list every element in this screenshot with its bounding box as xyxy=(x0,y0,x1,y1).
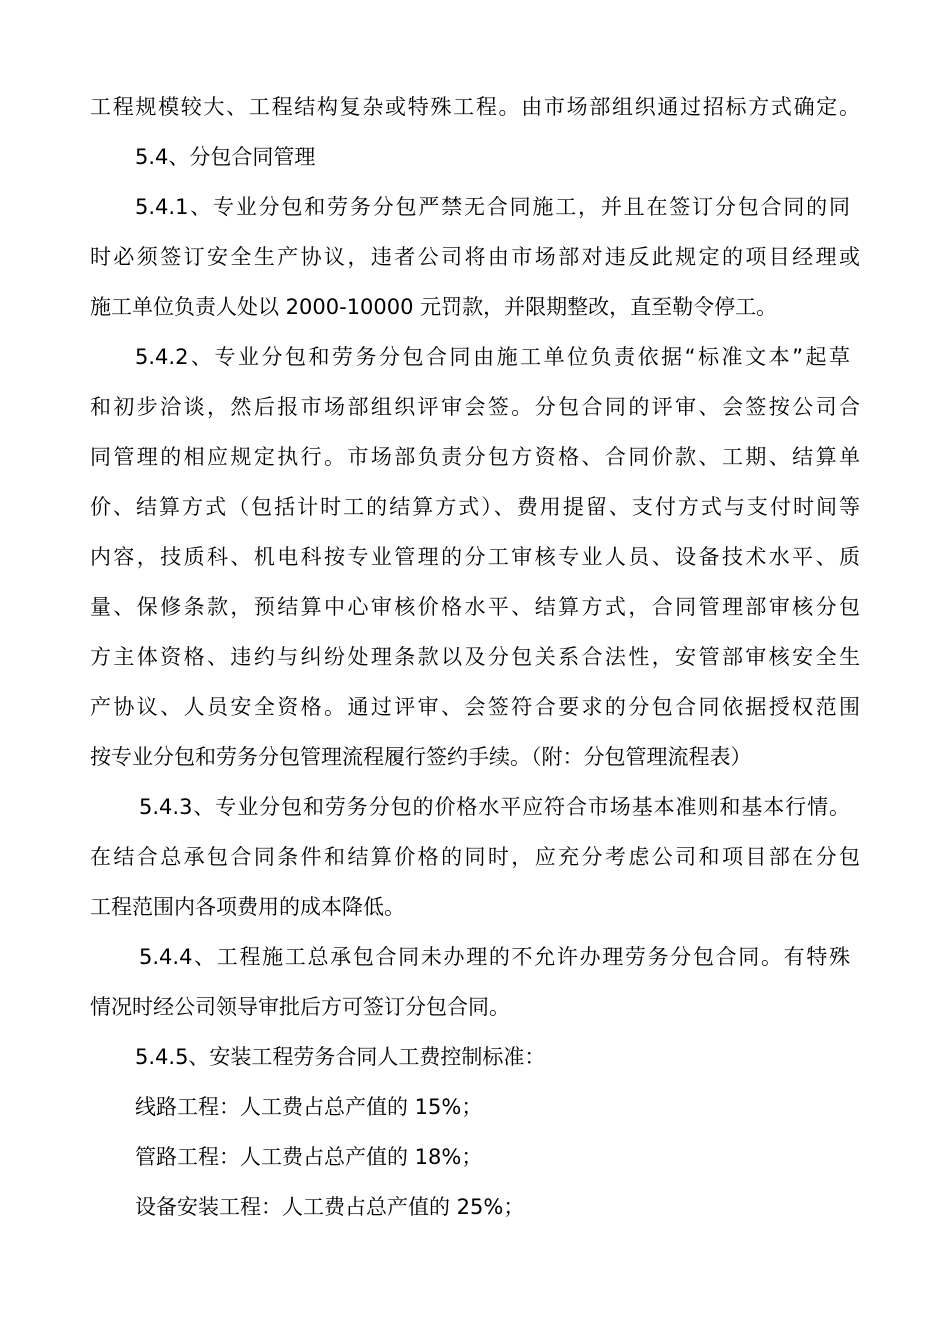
text-line: 情况时经公司领导审批后方可签订分包合同。 xyxy=(90,995,510,1019)
text-line: 5.4.2、专业分包和劳务分包合同由施工单位负责依据“标准文本”起草 xyxy=(135,345,850,369)
text-line: 在结合总承包合同条件和结算价格的同时，应充分考虑公司和项目部在分包 xyxy=(90,845,860,869)
text-line: 线路工程：人工费占总产值的 15%； xyxy=(135,1095,483,1119)
text-line: 和初步洽谈，然后报市场部组织评审会签。分包合同的评审、会签按公司合 xyxy=(90,395,860,419)
text-line: 5.4.1、专业分包和劳务分包严禁无合同施工，并且在签订分包合同的同 xyxy=(135,195,850,219)
text-line: 产协议、人员安全资格。通过评审、会签符合要求的分包合同依据授权范围 xyxy=(90,695,860,719)
text-line: 量、保修条款，预结算中心审核价格水平、结算方式，合同管理部审核分包 xyxy=(90,595,860,619)
text-line: 5.4.4、工程施工总承包合同未办理的不允许办理劳务分包合同。有特殊 xyxy=(139,945,850,969)
section-heading: 5.4、分包合同管理 xyxy=(135,145,316,169)
text-line: 工程规模较大、工程结构复杂或特殊工程。由市场部组织通过招标方式确定。 xyxy=(90,95,860,119)
text-line: 时必须签订安全生产协议，违者公司将由市场部对违反此规定的项目经理或 xyxy=(90,245,860,269)
text-line: 同管理的相应规定执行。市场部负责分包方资格、合同价款、工期、结算单 xyxy=(90,445,860,469)
text-line: 方主体资格、违约与纠纷处理条款以及分包关系合法性，安管部审核安全生 xyxy=(90,645,860,669)
text-line: 设备安装工程：人工费占总产值的 25%； xyxy=(135,1195,525,1219)
text-line: 5.4.5、安装工程劳务合同人工费控制标准： xyxy=(135,1045,546,1069)
text-line: 管路工程：人工费占总产值的 18%； xyxy=(135,1145,483,1169)
text-line: 5.4.3、专业分包和劳务分包的价格水平应符合市场基本准则和基本行情。 xyxy=(139,795,850,819)
text-line: 施工单位负责人处以 2000-10000 元罚款，并限期整改，直至勒令停工。 xyxy=(90,295,778,319)
text-line: 工程范围内各项费用的成本降低。 xyxy=(90,895,405,919)
text-line: 价、结算方式（包括计时工的结算方式）、费用提留、支付方式与支付时间等 xyxy=(90,495,860,519)
text-line: 按专业分包和劳务分包管理流程履行签约手续。（附：分包管理流程表） xyxy=(90,745,752,769)
text-line: 内容，技质科、机电科按专业管理的分工审核专业人员、设备技术水平、质 xyxy=(90,545,860,569)
